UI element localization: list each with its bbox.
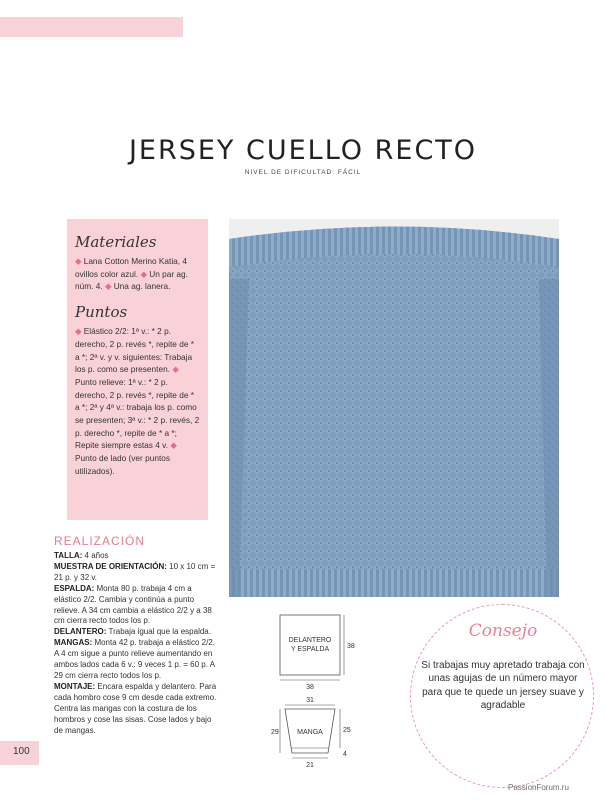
- difficulty-level: NIVEL DE DIFICULTAD: FÁCIL: [244, 169, 362, 176]
- bullet-icon: ◆: [170, 440, 177, 451]
- body-height: 38: [347, 643, 355, 650]
- page-number: 100: [13, 746, 30, 757]
- delantero-label: DELANTERO:: [54, 627, 107, 637]
- body-piece: [280, 615, 340, 675]
- delantero-text: Trabaja igual que la espalda.: [106, 627, 211, 637]
- material-item: Lana Cotton Merino Katia, 4 ovillos color azul.: [75, 256, 188, 279]
- pattern-diagram: [270, 605, 365, 770]
- bullet-icon: ◆: [172, 364, 179, 375]
- instructions-text: [54, 551, 221, 736]
- body-label-1: DELANTERO: [288, 637, 332, 644]
- materials-panel: [67, 219, 208, 520]
- sweater-photo: [229, 219, 559, 597]
- body-label-2: Y ESPALDA: [290, 646, 330, 653]
- muestra-label: MUESTRA DE ORIENTACIÓN:: [54, 561, 167, 571]
- tip-heading: Consejo: [468, 621, 538, 641]
- material-item: Un par ag. núm. 4.: [75, 268, 188, 292]
- tip-text: Si trabajas muy apretado trabaja con unas agujas de un número mayor para que te quede un jersey suave y agradable: [421, 660, 585, 712]
- stitch-item: Punto relieve: 1ª v.: * 2 p. derecho, 2 p. revés *, repite de * a *; 2ª y 4ª v.: trabaja los p. como se presenten; 3ª v.: * 2 p. revés, 2 p. derecho *, repite de * a *; Repite siempre estas 4 v.: [75, 376, 200, 451]
- stitches-heading: Puntos: [75, 303, 128, 322]
- sleeve-label: MANGA: [297, 729, 323, 736]
- bullet-icon: ◆: [75, 326, 82, 337]
- montaje-text: Encara espalda y delantero. Para cada hombro cose 9 cm desde cada extremo. Centra las mangas con la costura de los hombros y cose las sisas. Cose lados y bajo de mangas.: [54, 681, 217, 735]
- page-title: JERSEY CUELLO RECTO: [128, 135, 478, 166]
- sleeve-cuff-measure: 4: [343, 751, 347, 758]
- montaje-label: MONTAJE:: [54, 681, 96, 691]
- sleeve-right-measure: 25: [343, 727, 351, 734]
- materials-list: [75, 255, 200, 293]
- bullet-icon: ◆: [140, 268, 147, 279]
- top-accent-bar: [0, 17, 183, 37]
- materials-heading: Materiales: [75, 233, 157, 251]
- watermark: PassionForum.ru: [508, 783, 569, 792]
- instructions-heading: REALIZACIÓN: [54, 534, 146, 548]
- talla-label: TALLA:: [54, 551, 83, 560]
- mangas-label: MANGAS:: [54, 638, 93, 648]
- sleeve-top: 31: [306, 697, 314, 704]
- bullet-icon: ◆: [75, 256, 82, 266]
- bullet-icon: ◆: [104, 281, 112, 292]
- espalda-text: Monta 80 p. trabaja 4 cm a elástico 2/2. Cambia y continúa a punto relieve. A 34 cm cambia a elástico 2/2 y a 38 cm cierra recto todos los p.: [54, 583, 212, 626]
- body-width: 38: [306, 684, 314, 691]
- tip-circle: [410, 604, 594, 788]
- sleeve-left-measure: 29: [271, 729, 279, 736]
- muestra-text: 10 x 10 cm = 21 p. y 32 v.: [54, 561, 216, 582]
- stitch-item: Elástico 2/2: 1ª v.: * 2 p. derecho, 2 p. revés *, repite de * a *; 2ª v. y v. siguientes: Trabaja los p. como se presenten.: [75, 326, 194, 375]
- material-item: Una ag. lanera.: [113, 281, 171, 292]
- sleeve-bottom: 21: [306, 762, 314, 769]
- stitches-list: [75, 325, 200, 477]
- mangas-text: Monta 42 p. trabaja a elástico 2/2. A 4 cm sigue a punto relieve aumentando en ambos lados cada 6 v.: 9 veces 1 p. = 60 p. A 29 cm cierra recto todos los p.: [54, 638, 215, 680]
- stitch-item: Punto de lado (ver puntos utilizados).: [75, 453, 171, 476]
- talla-text: 4 años: [82, 551, 109, 560]
- espalda-label: ESPALDA:: [54, 583, 95, 593]
